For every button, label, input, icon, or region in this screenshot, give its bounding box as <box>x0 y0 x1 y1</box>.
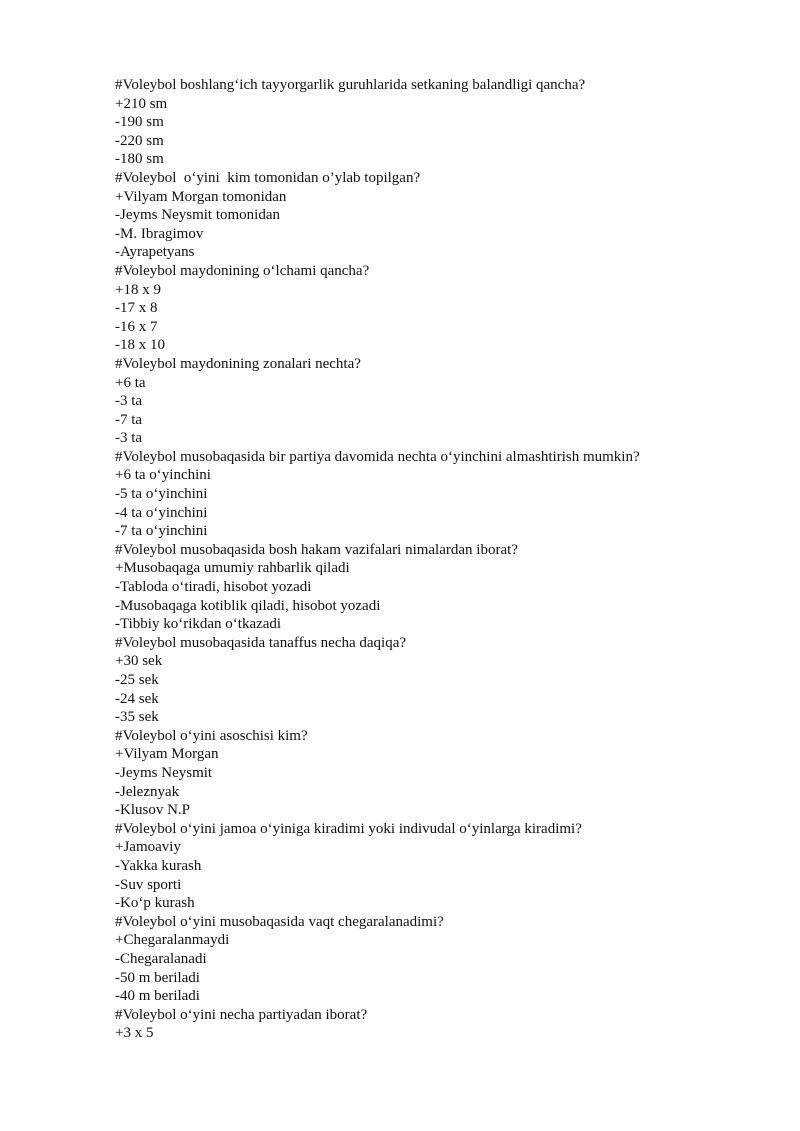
answer-option-line: -Tibbiy ko‘rikdan o‘tkazadi <box>115 616 282 633</box>
answer-option-line: -Ayrapetyans <box>115 244 195 261</box>
question-line: #Voleybol maydonining zonalari nechta? <box>115 355 361 372</box>
answer-option-line: -Chegaralanadi <box>115 950 207 967</box>
correct-answer-line: +Chegaralanmaydi <box>115 932 230 949</box>
question-line: #Voleybol o‘yini asoschisi kim? <box>115 727 308 744</box>
question-line: #Voleybol o‘yini jamoa o‘yiniga kiradimi yoki indivudal o‘yinlarga kiradimi? <box>115 820 582 837</box>
answer-option-line: -4 ta o‘yinchini <box>115 504 208 521</box>
answer-option-line: -17 x 8 <box>115 300 158 317</box>
answer-option-line: -Tabloda o‘tiradi, hisobot yozadi <box>115 579 312 596</box>
question-line: #Voleybol musobaqasida tanaffus necha daqiqa? <box>115 634 407 651</box>
answer-option-line: -18 x 10 <box>115 337 165 354</box>
correct-answer-line: +Vilyam Morgan <box>115 746 219 763</box>
answer-option-line: -Suv sporti <box>115 876 182 893</box>
answer-option-line: -Yakka kurash <box>115 857 202 874</box>
question-line: #Voleybol musobaqasida bosh hakam vazifalari nimalardan iborat? <box>115 541 518 558</box>
question-line: #Voleybol o‘yini necha partiyadan iborat? <box>115 1006 368 1023</box>
answer-option-line: -Klusov N.P <box>115 802 191 819</box>
question-line: #Voleybol o‘yini kim tomonidan o’ylab topilgan? <box>115 169 421 186</box>
answer-option-line: -16 x 7 <box>115 318 158 335</box>
answer-option-line: -Musobaqaga kotiblik qiladi, hisobot yozadi <box>115 597 381 614</box>
answer-option-line: -7 ta o‘yinchini <box>115 523 208 540</box>
answer-option-line: -Jeleznyak <box>115 783 180 800</box>
correct-answer-line: +30 sek <box>115 653 163 670</box>
correct-answer-line: +Vilyam Morgan tomonidan <box>115 188 287 205</box>
correct-answer-line: +6 ta <box>115 374 146 391</box>
answer-option-line: -M. Ibragimov <box>115 225 204 242</box>
question-line: #Voleybol maydonining o‘lchami qancha? <box>115 262 370 279</box>
answer-option-line: -25 sek <box>115 672 159 688</box>
answer-option-line: -7 ta <box>115 411 143 428</box>
answer-option-line: -50 m beriladi <box>115 969 200 986</box>
answer-option-line: -Ko‘p kurash <box>115 895 195 912</box>
document-page <box>115 76 775 1043</box>
correct-answer-line: +Musobaqaga umumiy rahbarlik qiladi <box>115 560 350 577</box>
correct-answer-line: +6 ta o‘yinchini <box>115 467 211 484</box>
correct-answer-line: +210 sm <box>115 95 168 112</box>
question-line: #Voleybol boshlang‘ich tayyorgarlik guruhlarida setkaning balandligi qancha? <box>115 77 586 93</box>
answer-option-line: -Jeyms Neysmit tomonidan <box>115 207 280 224</box>
answer-option-line: -Jeyms Neysmit <box>115 764 213 781</box>
answer-option-line: -3 ta <box>115 430 143 447</box>
question-line: #Voleybol o‘yini musobaqasida vaqt chegaralanadimi? <box>115 913 444 930</box>
answer-option-line: -190 sm <box>115 114 164 131</box>
answer-option-line: -24 sek <box>115 690 159 707</box>
answer-option-line: -180 sm <box>115 151 164 168</box>
correct-answer-line: +Jamoaviy <box>115 839 181 856</box>
answer-option-line: -3 ta <box>115 393 143 410</box>
answer-option-line: -5 ta o‘yinchini <box>115 486 208 503</box>
answer-option-line: -35 sek <box>115 709 159 726</box>
correct-answer-line: +18 x 9 <box>115 281 161 298</box>
correct-answer-line: +3 x 5 <box>115 1025 154 1042</box>
answer-option-line: -40 m beriladi <box>115 988 200 1005</box>
answer-option-line: -220 sm <box>115 132 164 149</box>
question-line: #Voleybol musobaqasida bir partiya davomida nechta o‘yinchini almashtirish mumkin? <box>115 448 640 465</box>
